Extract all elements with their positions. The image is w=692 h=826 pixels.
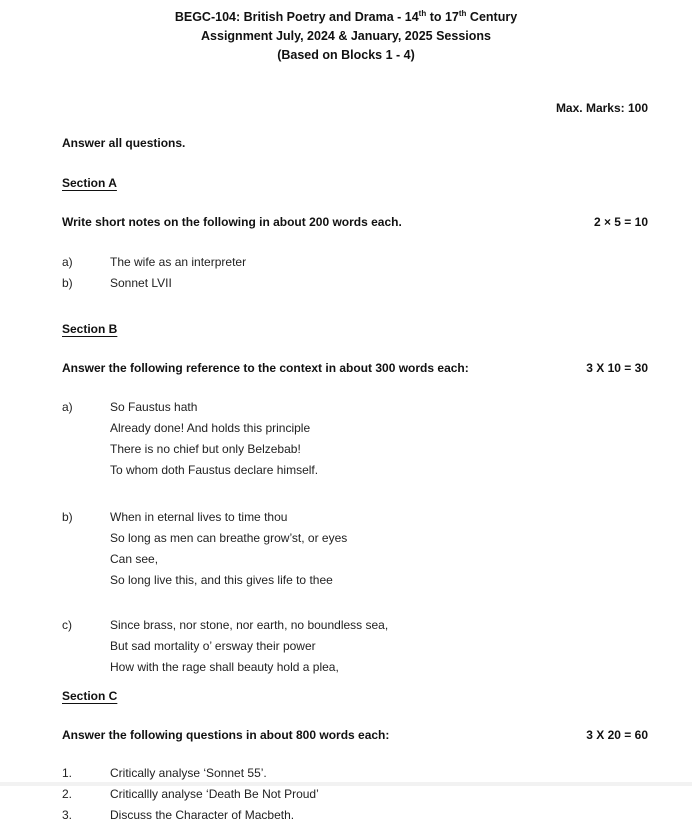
section-b-instruction-row (62, 361, 648, 375)
section-a-heading: Section A (62, 176, 117, 190)
item-label: a) (62, 400, 73, 414)
section-c-marks: 3 X 20 = 60 (586, 728, 648, 742)
quote-passage (110, 615, 648, 678)
section-a-items (62, 252, 648, 294)
list-item (62, 397, 648, 481)
superscript-th: th (418, 8, 427, 18)
section-b-marks: 3 X 10 = 30 (586, 361, 648, 375)
section-b-instruction: Answer the following reference to the context in about 300 words each: (62, 361, 469, 375)
quote-line: Since brass, nor stone, nor earth, no boundless sea, (110, 618, 389, 632)
section-c-heading: Section C (62, 689, 118, 703)
section-a-instruction-row (62, 215, 648, 229)
quote-line: So Faustus hath (110, 400, 198, 414)
section-b-heading: Section B (62, 322, 118, 336)
quote-line: Already done! And holds this principle (110, 421, 311, 435)
list-item (62, 784, 648, 805)
section-a-instruction: Write short notes on the following in about 200 words each. (62, 215, 402, 229)
item-label: 2. (62, 787, 73, 801)
item-text: Discuss the Character of Macbeth. (110, 808, 295, 822)
quote-line: How with the rage shall beauty hold a plea, (110, 660, 339, 674)
section-c-instruction-row (62, 728, 648, 742)
item-label: c) (62, 618, 72, 632)
section-c-instruction: Answer the following questions in about 800 words each: (62, 728, 390, 742)
page-bottom-edge (0, 782, 692, 786)
item-text: Critically analyse ‘Sonnet 55’. (110, 766, 267, 780)
quote-line: So long live this, and this gives life to thee (110, 573, 333, 587)
quote-passage (110, 397, 648, 481)
title-text-part: Century (466, 10, 518, 24)
list-item (62, 252, 648, 273)
item-label: b) (62, 510, 73, 524)
document-title (62, 8, 630, 65)
title-text-part: BEGC-104: British Poetry and Drama - 14 (174, 10, 419, 24)
document-title-line-1 (62, 8, 630, 27)
list-item (62, 763, 648, 784)
item-label: 1. (62, 766, 73, 780)
list-item (62, 805, 648, 826)
quote-line: But sad mortality o’ ersway their power (110, 639, 316, 653)
list-item (62, 273, 648, 294)
item-label: 3. (62, 808, 73, 822)
quote-line: When in eternal lives to time thou (110, 510, 288, 524)
item-label: b) (62, 276, 73, 290)
section-a-marks: 2 × 5 = 10 (593, 215, 648, 229)
document-title-line-3: (Based on Blocks 1 - 4) (277, 48, 415, 62)
section-c-items (62, 763, 648, 826)
title-text-part: to 17 (426, 10, 459, 24)
document-title-line-2: Assignment July, 2024 & January, 2025 Sessions (201, 29, 491, 43)
answer-all-note: Answer all questions. (62, 136, 186, 150)
item-label: a) (62, 255, 73, 269)
item-text: Criticallly analyse ‘Death Be Not Proud’ (110, 787, 319, 801)
quote-line: Can see, (110, 552, 159, 566)
max-marks: Max. Marks: 100 (555, 101, 648, 115)
quote-line: So long as men can breathe grow’st, or eyes (110, 531, 348, 545)
superscript-th: th (458, 8, 467, 18)
quote-line: There is no chief but only Belzebab! (110, 442, 301, 456)
quote-line: To whom doth Faustus declare himself. (110, 463, 319, 477)
quote-passage (110, 507, 648, 591)
list-item (62, 507, 648, 591)
item-text: The wife as an interpreter (110, 255, 247, 269)
list-item (62, 615, 648, 678)
item-text: Sonnet LVII (110, 276, 172, 290)
